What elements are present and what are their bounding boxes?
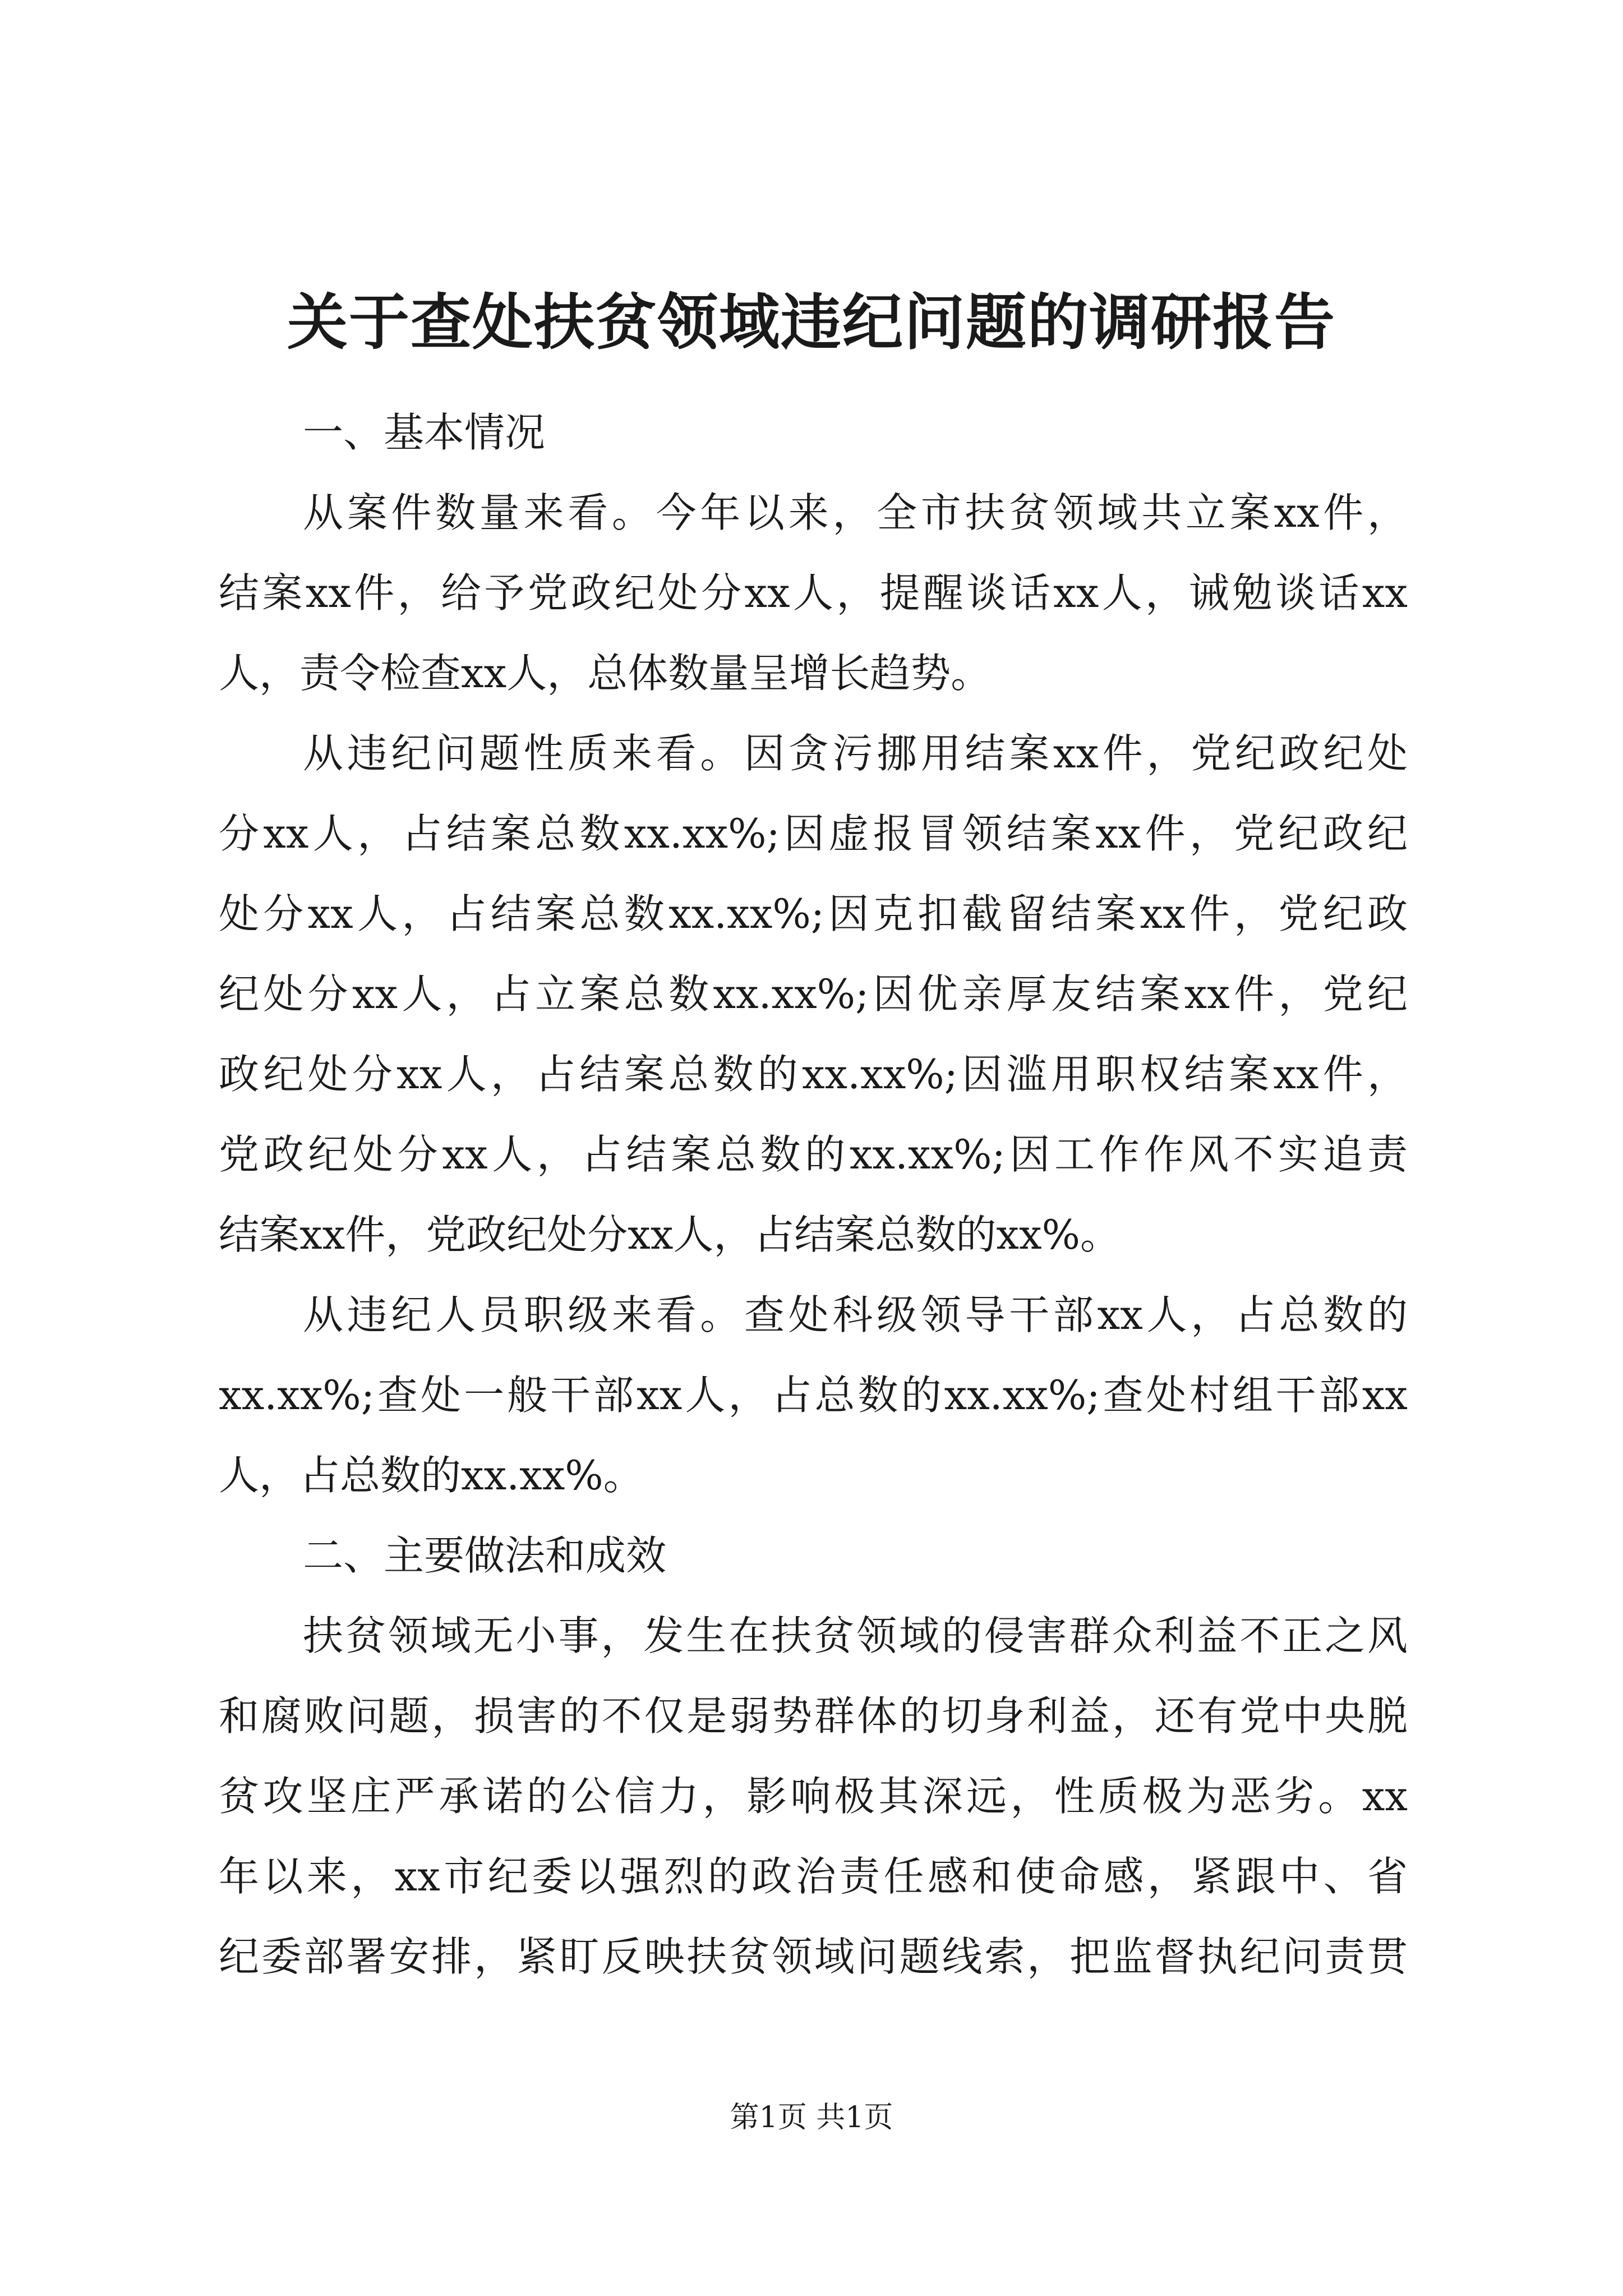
text-line: 纪处分xx人，占立案总数xx.xx%;因优亲厚友结案xx件，党纪 [219,970,1408,1018]
text-line: 从违纪问题性质来看。因贪污挪用结案xx件，党纪政纪处 [303,730,1408,777]
text-line: 扶贫领域无小事，发生在扶贫领域的侵害群众利益不正之风 [303,1612,1408,1659]
text-line: 分xx人，占结案总数xx.xx%;因虚报冒领结案xx件，党纪政纪 [219,810,1408,857]
text-line: 二、主要做法和成效 [303,1532,667,1579]
text-line: 人，责令检查xx人，总体数量呈增长趋势。 [219,650,992,697]
text-line: 年以来，xx市纪委以强烈的政治责任感和使命感，紧跟中、省 [219,1853,1408,1900]
text-line: 结案xx件，给予党政纪处分xx人，提醒谈话xx人，诫勉谈话xx [219,569,1408,616]
document-body [219,393,1408,1997]
text-line: 从违纪人员职级来看。查处科级领导干部xx人，占总数的 [303,1291,1408,1338]
text-line: 结案xx件，党政纪处分xx人，占结案总数的xx%。 [219,1211,1121,1258]
text-line: 从案件数量来看。今年以来，全市扶贫领域共立案xx件， [303,489,1408,536]
text-line: 和腐败问题，损害的不仅是弱势群体的切身利益，还有党中央脱 [219,1692,1408,1740]
text-line: 人，占总数的xx.xx%。 [219,1452,644,1499]
text-line: 处分xx人，占结案总数xx.xx%;因克扣截留结案xx件，党纪政 [219,890,1408,937]
text-line: 纪委部署安排，紧盯反映扶贫领域问题线索，把监督执纪问责贯 [219,1933,1408,1980]
text-line: 党政纪处分xx人，占结案总数的xx.xx%;因工作作风不实追责 [219,1131,1408,1178]
text-line: 贫攻坚庄严承诺的公信力，影响极其深远，性质极为恶劣。xx [219,1773,1408,1820]
text-line: 政纪处分xx人，占结案总数的xx.xx%;因滥用职权结案xx件， [219,1051,1408,1098]
text-line: 一、基本情况 [303,409,546,456]
page-footer: 第1页 共1页 [730,2101,893,2134]
text-line: xx.xx%;查处一般干部xx人，占总数的xx.xx%;查处村组干部xx [219,1372,1408,1419]
document-title: 关于查处扶贫领域违纪问题的调研报告 [287,287,1336,358]
